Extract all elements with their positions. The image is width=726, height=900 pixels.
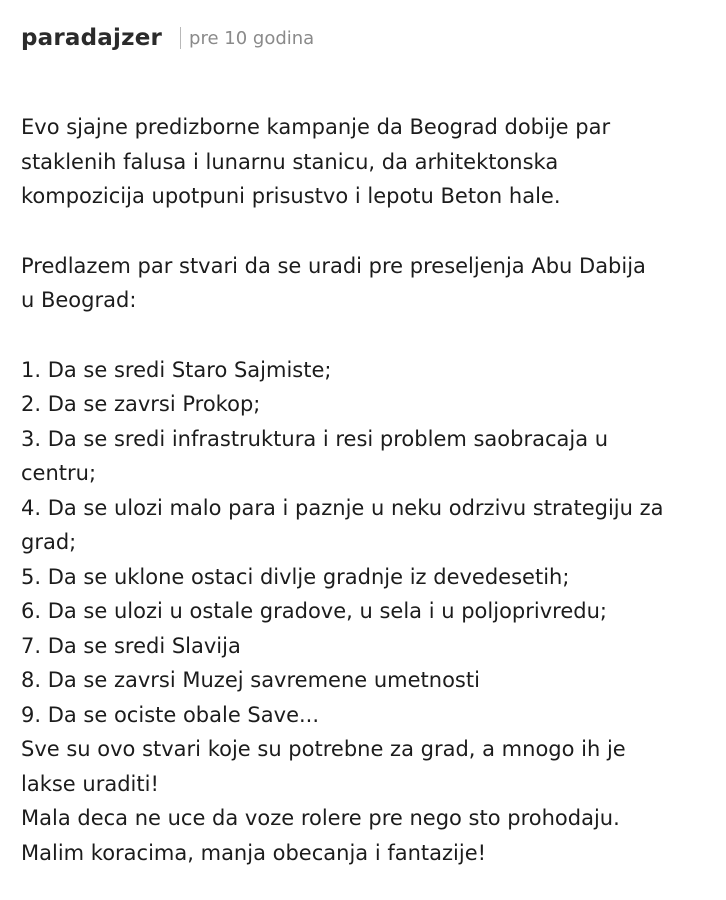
text-line: Sve su ovo stvari koje su potrebne za grad, a mnogo ih je (21, 737, 626, 761)
list-item (21, 698, 726, 733)
list-item (21, 387, 726, 422)
list-item (21, 560, 726, 595)
list-item (21, 422, 726, 491)
text-line: centru; (21, 461, 97, 485)
text-line: grad; (21, 530, 77, 554)
author-username[interactable]: paradajzer (21, 25, 163, 51)
text-line: 7. Da se sredi Slavija (21, 633, 241, 658)
text-line: lakse uraditi! (21, 771, 159, 796)
text-line: kompozicija upotpuni prisustvo i lepotu Beton hale. (21, 184, 561, 208)
list-item (21, 491, 726, 560)
list-item (21, 629, 726, 664)
text-line: u Beograd: (21, 288, 137, 312)
list-item (21, 663, 726, 698)
text-line: staklenih falusa i lunarnu stanicu, da arhitektonska (21, 149, 559, 174)
text-line: 2. Da se zavrsi Prokop; (21, 392, 261, 416)
closing-paragraph (21, 732, 726, 870)
proposal-list (21, 353, 726, 733)
intro-paragraph (21, 110, 726, 214)
text-line: 6. Da se ulozi u ostale gradove, u sela i u poljoprivredu; (21, 599, 607, 623)
text-line: 8. Da se zavrsi Muzej savremene umetnosti (21, 668, 480, 692)
text-line: Predlazem par stvari da se uradi pre preseljenja Abu Dabija (21, 253, 646, 278)
list-item (21, 353, 726, 388)
list-item (21, 594, 726, 629)
text-line: 3. Da se sredi infrastruktura i resi problem saobracaja u (21, 426, 609, 451)
text-line: 5. Da se uklone ostaci divlje gradnje iz devedesetih; (21, 564, 570, 589)
proposal-paragraph (21, 249, 726, 318)
text-line: 1. Da se sredi Staro Sajmiste; (21, 357, 332, 382)
comment-header (21, 20, 726, 56)
comment-body (21, 110, 726, 870)
comment-timestamp: pre 10 godina (189, 27, 315, 49)
header-divider (180, 27, 181, 49)
text-line: Mala deca ne uce da voze rolere pre nego sto prohodaju. (21, 806, 620, 830)
text-line: Evo sjajne predizborne kampanje da Beograd dobije par (21, 115, 611, 139)
text-line: 9. Da se ociste obale Save... (21, 702, 320, 727)
text-line: 4. Da se ulozi malo para i paznje u neku odrzivu strategiju za (21, 495, 664, 520)
text-line: Malim koracima, manja obecanja i fantazije! (21, 840, 487, 865)
